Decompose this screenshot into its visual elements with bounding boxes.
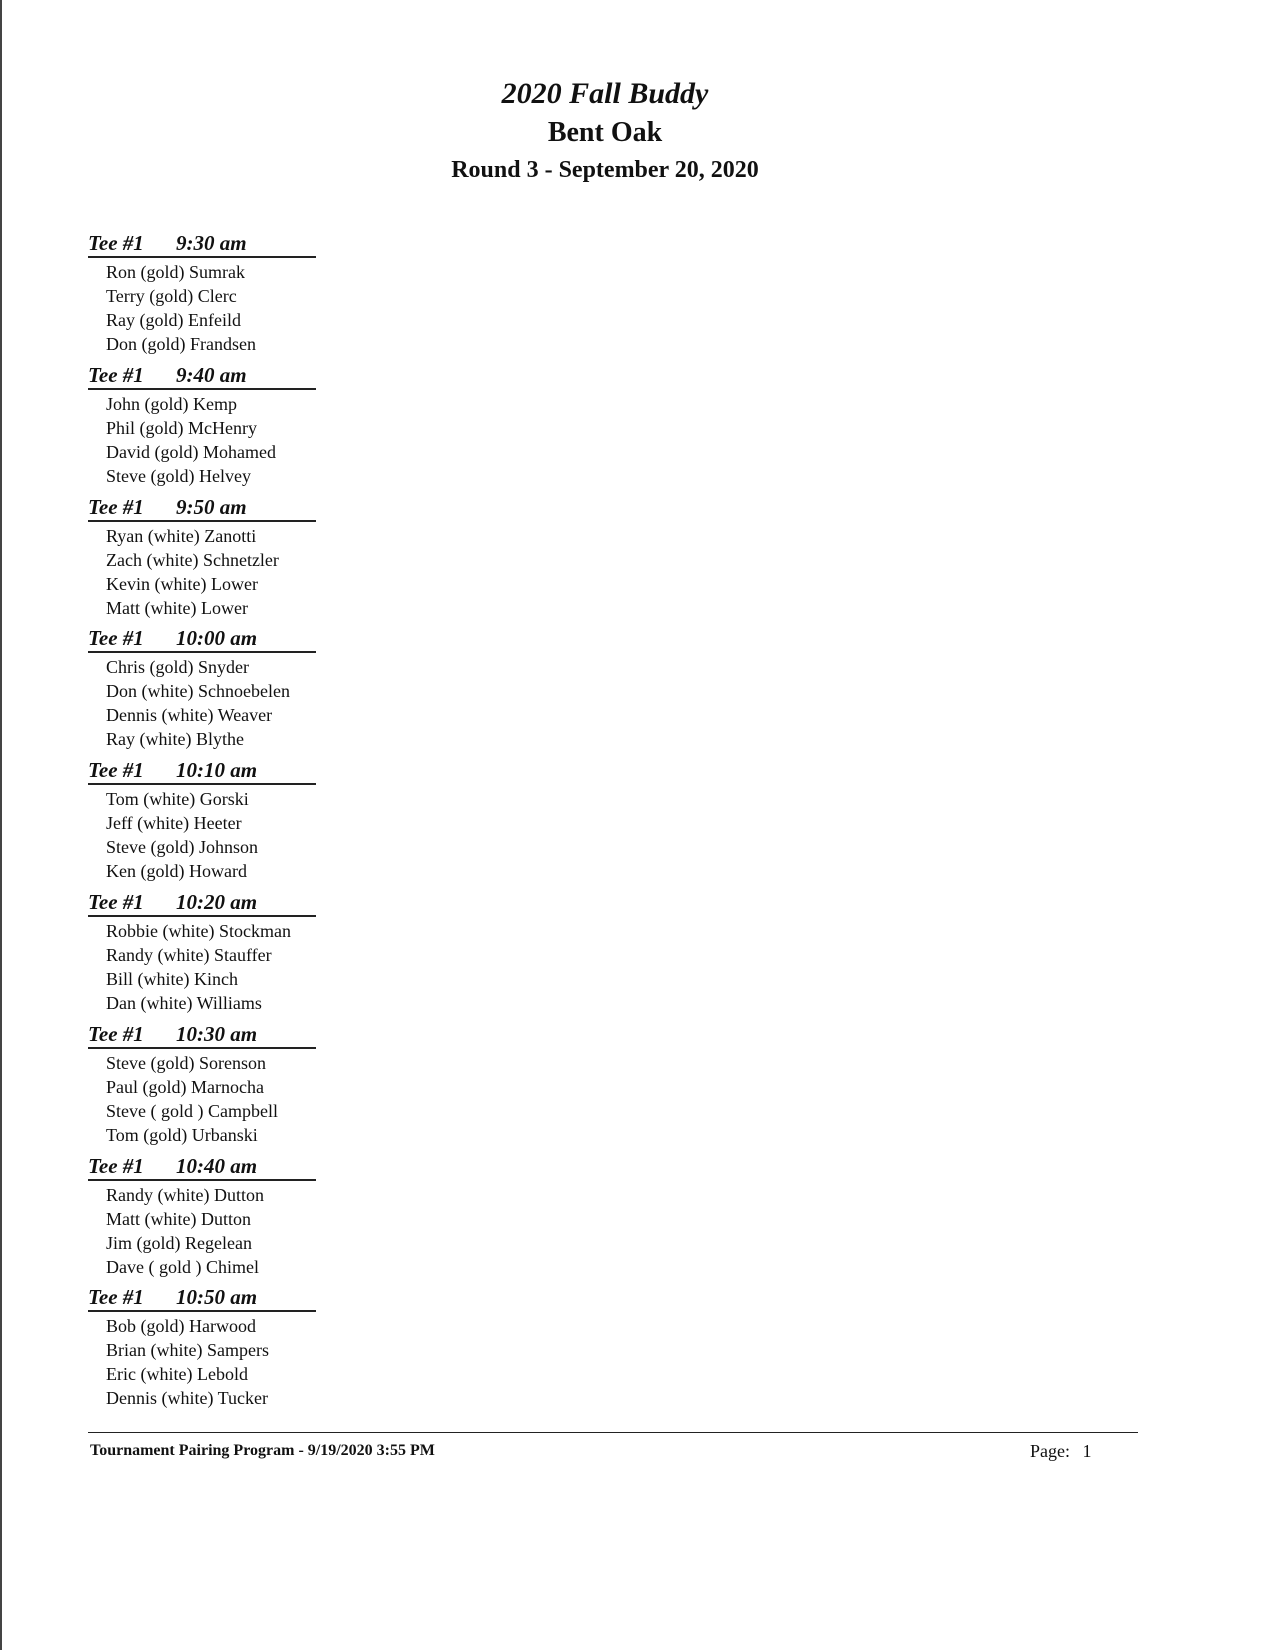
tee-group <box>88 494 318 626</box>
player-name: John (gold) Kemp <box>106 393 237 414</box>
player-name: Ray (white) Blythe <box>106 729 244 750</box>
player-name: Terry (gold) Clerc <box>106 286 237 306</box>
player-name: Phil (gold) McHenry <box>106 417 257 438</box>
player-name: Brian (white) Sampers <box>106 1340 269 1361</box>
tee-time: 10:50 am <box>176 1285 258 1310</box>
player-name: Tom (white) Gorski <box>106 789 249 810</box>
pairings-list <box>88 230 318 1416</box>
player-name: Ryan (white) Zanotti <box>106 525 257 546</box>
player-list <box>88 522 318 620</box>
player-name: Paul (gold) Marnocha <box>106 1076 264 1097</box>
page-label: Page: <box>1030 1441 1070 1461</box>
player-list <box>88 785 318 883</box>
player-name: David (gold) Mohamed <box>106 441 276 462</box>
tournament-title: 2020 Fall Buddy <box>501 77 709 110</box>
player-name: Dan (white) Williams <box>106 992 262 1013</box>
tee-time: 9:50 am <box>176 494 247 519</box>
player-name: Bill (white) Kinch <box>106 968 238 989</box>
tee-group-header <box>88 1021 316 1049</box>
player-name: Steve (gold) Johnson <box>106 837 258 858</box>
tee-group <box>88 1153 318 1285</box>
course-name: Bent Oak <box>547 117 663 148</box>
tee-number: Tee #1 <box>88 626 144 651</box>
tee-group <box>88 362 318 494</box>
player-list <box>88 1049 318 1147</box>
player-name: Bob (gold) Harwood <box>106 1316 256 1337</box>
tee-number: Tee #1 <box>88 362 144 387</box>
player-list <box>88 1312 318 1410</box>
player-name: Steve ( gold ) Campbell <box>106 1100 278 1121</box>
tee-group <box>88 625 318 757</box>
tee-group-header <box>88 1153 316 1181</box>
tee-time: 10:00 am <box>176 626 258 651</box>
tee-number: Tee #1 <box>88 1285 144 1310</box>
player-name: Chris (gold) Snyder <box>106 657 249 678</box>
player-name: Ray (gold) Enfeild <box>106 310 241 330</box>
player-name: Kevin (white) Lower <box>106 573 258 594</box>
player-list <box>88 917 318 1015</box>
player-name: Matt (white) Lower <box>106 597 248 618</box>
tee-number: Tee #1 <box>88 758 144 783</box>
player-list <box>88 653 318 751</box>
tee-time: 9:40 am <box>176 362 247 387</box>
player-name: Robbie (white) Stockman <box>106 920 291 941</box>
page-number: 1 <box>1082 1441 1092 1461</box>
tee-group-header <box>88 1284 316 1312</box>
document-header <box>0 74 1210 188</box>
tee-number: Tee #1 <box>88 889 144 914</box>
tee-group <box>88 230 318 362</box>
footer-divider <box>88 1432 1138 1433</box>
tee-time: 10:40 am <box>176 1153 258 1178</box>
tee-time: 10:10 am <box>176 758 258 783</box>
tee-time: 10:20 am <box>176 889 258 914</box>
tee-group <box>88 757 318 889</box>
footer-page-indicator <box>1030 1439 1092 1463</box>
tee-number: Tee #1 <box>88 1153 144 1178</box>
tee-number: Tee #1 <box>88 494 144 519</box>
player-name: Don (white) Schnoebelen <box>106 681 290 702</box>
player-name: Dennis (white) Weaver <box>106 705 273 726</box>
tee-group-header <box>88 362 316 390</box>
tee-group-header <box>88 889 316 917</box>
player-name: Steve (gold) Helvey <box>106 465 251 486</box>
tee-number: Tee #1 <box>88 1021 144 1046</box>
player-name: Steve (gold) Sorenson <box>106 1052 266 1073</box>
player-name: Randy (white) Dutton <box>106 1184 264 1205</box>
player-name: Don (gold) Frandsen <box>106 334 256 354</box>
tee-time: 10:30 am <box>176 1021 258 1046</box>
player-list <box>88 1181 318 1279</box>
player-list <box>88 390 318 488</box>
player-name: Ron (gold) Sumrak <box>106 262 245 282</box>
tee-group <box>88 889 318 1021</box>
player-name: Jim (gold) Regelean <box>106 1232 252 1253</box>
tee-group <box>88 1021 318 1153</box>
tee-group-header <box>88 625 316 653</box>
player-name: Ken (gold) Howard <box>106 861 247 882</box>
tee-group-header <box>88 494 316 522</box>
player-name: Jeff (white) Heeter <box>106 813 242 834</box>
tee-number: Tee #1 <box>88 231 144 255</box>
player-name: Matt (white) Dutton <box>106 1208 251 1229</box>
footer-program-info: Tournament Pairing Program - 9/19/2020 3:55 PM <box>90 1442 435 1459</box>
player-name: Eric (white) Lebold <box>106 1364 248 1385</box>
round-date: Round 3 - September 20, 2020 <box>451 157 759 183</box>
tee-group <box>88 1284 318 1416</box>
tee-group-header <box>88 230 316 258</box>
player-name: Zach (white) Schnetzler <box>106 549 279 570</box>
player-list <box>88 258 318 356</box>
player-name: Tom (gold) Urbanski <box>106 1124 258 1145</box>
tee-group-header <box>88 757 316 785</box>
tee-time: 9:30 am <box>176 231 247 255</box>
player-name: Randy (white) Stauffer <box>106 944 272 965</box>
player-name: Dave ( gold ) Chimel <box>106 1256 259 1277</box>
player-name: Dennis (white) Tucker <box>106 1388 268 1409</box>
page-left-border <box>0 0 2 1650</box>
